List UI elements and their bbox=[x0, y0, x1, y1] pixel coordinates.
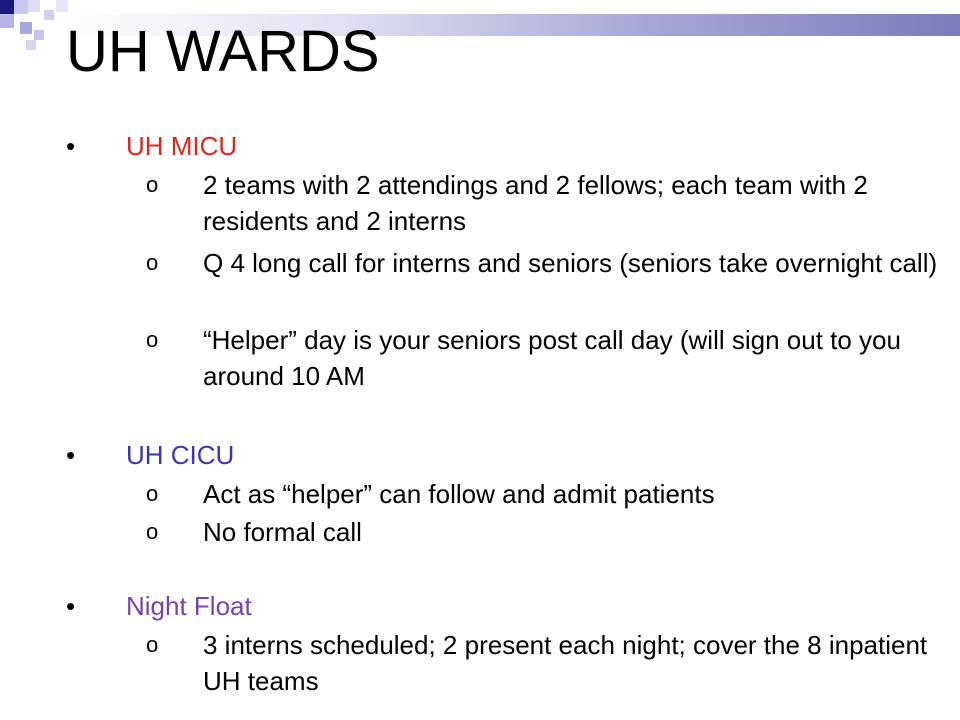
sub-bullet-marker: o bbox=[146, 327, 159, 352]
section-heading-night-float: Night Float bbox=[126, 591, 252, 621]
slide-title: UH WARDS bbox=[66, 19, 380, 84]
sub-bullet-marker: o bbox=[146, 632, 159, 657]
section-heading-micu: UH MICU bbox=[126, 131, 238, 161]
list-item: 2 teams with 2 attendings and 2 fellows; each team with 2 residents and 2 interns bbox=[203, 170, 868, 236]
decor-square bbox=[0, 14, 14, 28]
section-heading-cicu: UH CICU bbox=[126, 440, 235, 470]
bullet-dot: • bbox=[66, 440, 76, 470]
list-item: Q 4 long call for interns and seniors (seniors take overnight call) bbox=[203, 248, 938, 278]
decor-square bbox=[0, 0, 14, 14]
decor-square bbox=[14, 0, 28, 14]
decor-square bbox=[34, 30, 44, 40]
decor-square bbox=[44, 10, 54, 20]
sub-bullet-marker: o bbox=[146, 519, 159, 544]
list-item: “Helper” day is your seniors post call day (will sign out to you around 10 AM bbox=[203, 325, 901, 391]
list-item: 3 interns scheduled; 2 present each night; cover the 8 inpatient UH teams bbox=[203, 630, 928, 696]
decor-square bbox=[20, 22, 32, 34]
decor-square bbox=[56, 0, 68, 12]
sub-bullet-marker: o bbox=[146, 250, 159, 275]
sub-bullet-marker: o bbox=[146, 172, 159, 197]
bullet-dot: • bbox=[66, 131, 76, 161]
list-item: No formal call bbox=[203, 517, 362, 547]
sub-bullet-marker: o bbox=[146, 481, 159, 506]
decor-square bbox=[26, 40, 36, 50]
decor-square bbox=[28, 0, 40, 12]
bullet-dot: • bbox=[66, 591, 76, 621]
list-item: Act as “helper” can follow and admit patients bbox=[203, 479, 715, 509]
